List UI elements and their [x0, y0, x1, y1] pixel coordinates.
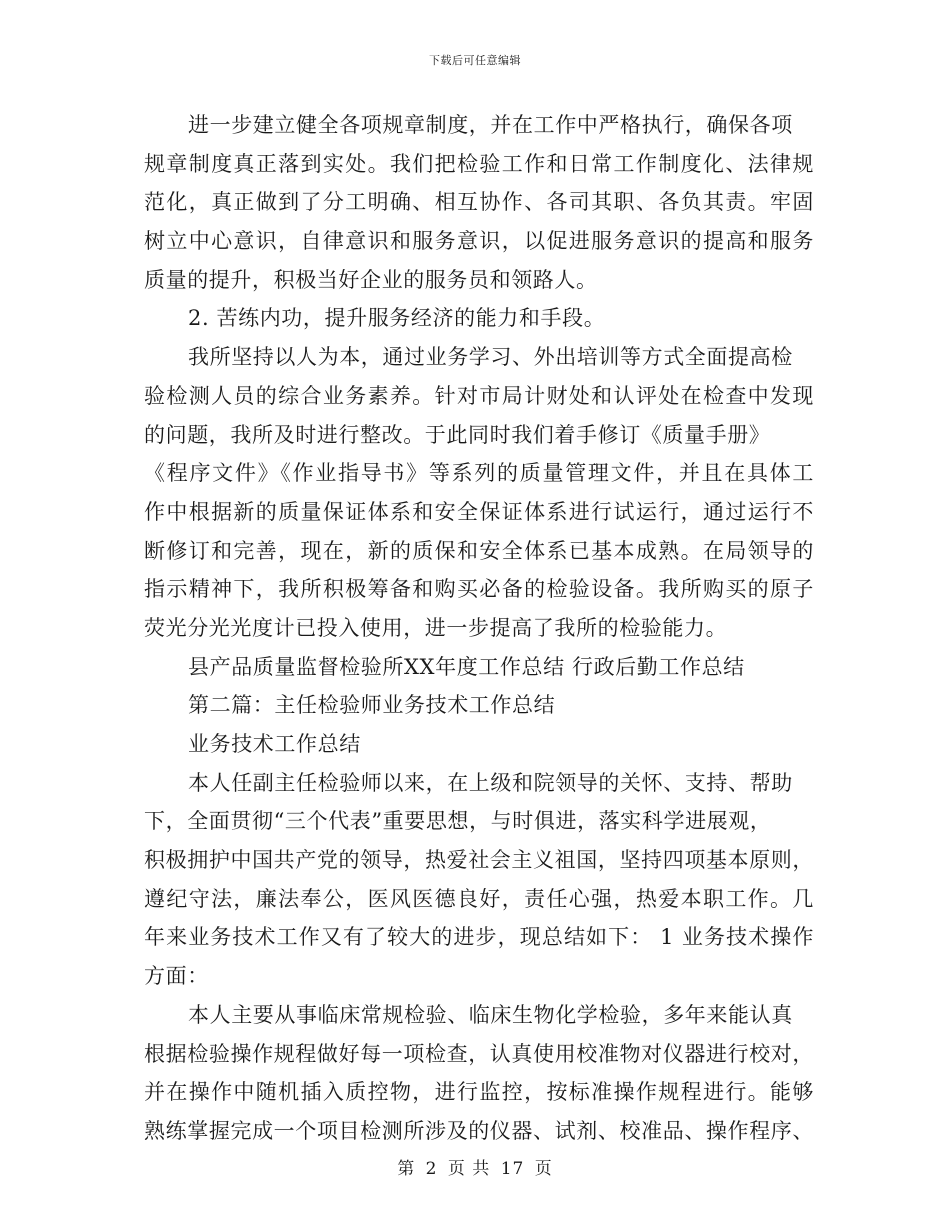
text-line: 积极拥护中国共产党的领导，热爱社会主义祖国，坚持四项基本原则， — [144, 848, 814, 873]
document-title-line: 县产品质量监督检验所XX年度工作总结 行政后勤工作总结 — [188, 654, 745, 679]
text-line: 年来业务技术工作又有了较大的进步，现总结如下： 1 业务技术操作 — [144, 925, 814, 950]
footer-mid: 页 共 — [447, 1159, 491, 1179]
text-line: 方面： — [144, 964, 209, 989]
footer-prefix: 第 — [397, 1159, 416, 1179]
total-page-count: 17 — [500, 1159, 525, 1179]
text-line: 进一步建立健全各项规章制度，并在工作中严格执行，确保各项 — [188, 113, 793, 137]
text-line: 指示精神下，我所积极筹备和购买必备的检验设备。我所购买的原子 — [144, 577, 814, 602]
subheading: 业务技术工作总结 — [188, 732, 361, 756]
text-line: 根据检验操作规程做好每一项检查，认真使用校准物对仪器进行校对， — [144, 1041, 814, 1066]
page-footer — [0, 1154, 950, 1179]
text-line: 作中根据新的质量保证体系和安全保证体系进行试运行，通过运行不 — [144, 499, 814, 524]
text-line: 荧光分光光度计已投入使用，进一步提高了我所的检验能力。 — [144, 615, 728, 640]
text-line: 规章制度真正落到实处。我们把检验工作和日常工作制度化、法律规 — [144, 151, 814, 176]
document-body — [144, 106, 814, 1151]
text-line: 质量的提升，积极当好企业的服务员和领路人。 — [144, 267, 598, 292]
chapter-heading: 第二篇：主任检验师业务技术工作总结 — [188, 693, 556, 718]
text-line: 本人任副主任检验师以来，在上级和院领导的关怀、支持、帮助 — [188, 770, 793, 795]
section-heading-2: 2. 苦练内功，提升服务经济的能力和手段。 — [188, 306, 606, 331]
text-line: 树立中心意识，自律意识和服务意识，以促进服务意识的提高和服务 — [144, 229, 814, 254]
text-line: 并在操作中随机插入质控物，进行监控，按标准操作规程进行。能够 — [144, 1080, 814, 1105]
current-page-number: 2 — [425, 1159, 438, 1179]
text-line: 熟练掌握完成一个项目检测所涉及的仪器、试剂、校准品、操作程序、 — [144, 1118, 814, 1143]
text-line: 《程序文件》《作业指导书》等系列的质量管理文件，并且在具体工 — [144, 461, 814, 486]
text-line: 的问题，我所及时进行整改。于此同时我们着手修订《质量手册》 — [144, 422, 771, 447]
text-line: 断修订和完善，现在，新的质保和安全体系已基本成熟。在局领导的 — [144, 538, 814, 563]
text-line: 范化，真正做到了分工明确、相互协作、各司其职、各负其责。牢固 — [144, 190, 814, 215]
text-line: 遵纪守法，廉法奉公，医风医德良好，责任心强，热爱本职工作。几 — [144, 886, 814, 911]
text-line: 下，全面贯彻“三个代表”重要思想，与时俱进，落实科学进展观， — [144, 809, 772, 834]
text-line: 本人主要从事临床常规检验、临床生物化学检验，多年来能认真 — [188, 1002, 793, 1027]
footer-suffix: 页 — [534, 1159, 553, 1179]
text-line: 我所坚持以人为本，通过业务学习、外出培训等方式全面提高检 — [188, 345, 793, 370]
page-header-note: 下载后可任意编辑 — [429, 54, 521, 67]
text-line: 验检测人员的综合业务素养。针对市局计财处和认评处在检查中发现 — [144, 383, 814, 408]
